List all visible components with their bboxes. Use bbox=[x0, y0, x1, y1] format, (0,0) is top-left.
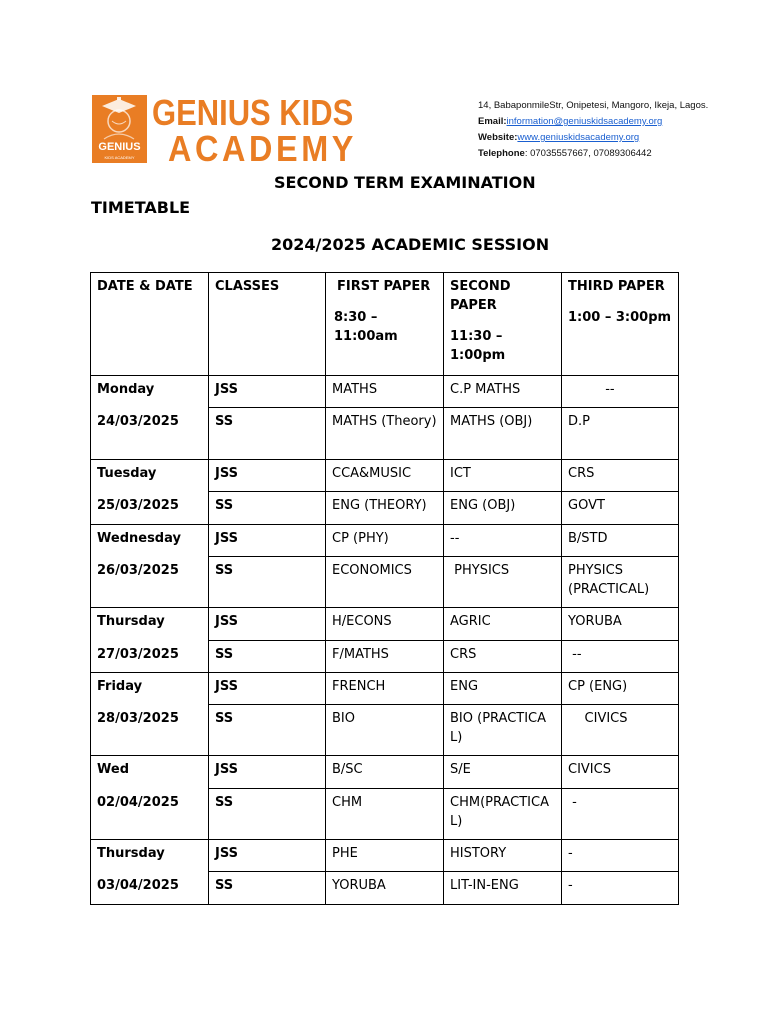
day-name: Wed bbox=[91, 756, 209, 789]
second-paper-cell: AGRIC bbox=[444, 608, 562, 641]
class-jss: JSS bbox=[209, 460, 326, 492]
table-row bbox=[91, 525, 679, 557]
day-date: 24/03/2025 bbox=[91, 408, 209, 460]
class-jss: JSS bbox=[209, 756, 326, 789]
first-paper-cell: MATHS bbox=[326, 376, 444, 408]
email-link[interactable]: information@geniuskidsacademy.org bbox=[506, 116, 663, 127]
header-first-paper bbox=[326, 273, 444, 376]
third-paper-cell: - bbox=[562, 872, 679, 905]
third-paper-cell: -- bbox=[562, 641, 679, 673]
website-row bbox=[478, 130, 708, 146]
email-row bbox=[478, 114, 708, 130]
logo-line-1: GENIUS KIDS bbox=[152, 92, 354, 133]
day-date: 28/03/2025 bbox=[91, 705, 209, 756]
first-paper-cell: B/SC bbox=[326, 756, 444, 789]
website-link[interactable]: www.geniuskidsacademy.org bbox=[517, 132, 640, 143]
first-paper-cell: ENG (THEORY) bbox=[326, 492, 444, 525]
third-paper-cell: CP (ENG) bbox=[562, 673, 679, 705]
email-label: Email: bbox=[478, 116, 507, 127]
second-paper-cell: LIT-IN-ENG bbox=[444, 872, 562, 905]
table-row bbox=[91, 460, 679, 492]
header-second-label: SECOND PAPER bbox=[450, 279, 511, 313]
logo-badge-sub: KIDS ACADEMY bbox=[104, 155, 135, 160]
class-ss: SS bbox=[209, 557, 326, 608]
first-paper-cell: PHE bbox=[326, 840, 444, 872]
second-paper-cell: CRS bbox=[444, 641, 562, 673]
third-paper-cell: CIVICS bbox=[562, 756, 679, 789]
class-jss: JSS bbox=[209, 608, 326, 641]
heading-line-1: SECOND TERM EXAMINATION bbox=[274, 173, 536, 192]
class-jss: JSS bbox=[209, 525, 326, 557]
logo-line-2: ACADEMY bbox=[168, 128, 358, 169]
table-row bbox=[91, 492, 679, 525]
logo-badge bbox=[92, 95, 147, 163]
table-row bbox=[91, 789, 679, 840]
second-paper-cell: MATHS (OBJ) bbox=[444, 408, 562, 460]
third-paper-cell: GOVT bbox=[562, 492, 679, 525]
first-paper-cell: YORUBA bbox=[326, 872, 444, 905]
class-ss: SS bbox=[209, 872, 326, 905]
second-paper-cell: CHM(PRACTICAL) bbox=[444, 789, 562, 840]
logo-badge-text: GENIUS bbox=[98, 141, 141, 153]
header-second-time: 11:30 – 1:00pm bbox=[450, 329, 506, 363]
first-paper-cell: CHM bbox=[326, 789, 444, 840]
first-paper-cell: F/MATHS bbox=[326, 641, 444, 673]
third-paper-cell: -- bbox=[562, 376, 679, 408]
class-jss: JSS bbox=[209, 673, 326, 705]
first-paper-cell: ECONOMICS bbox=[326, 557, 444, 608]
first-paper-cell: FRENCH bbox=[326, 673, 444, 705]
day-date: 26/03/2025 bbox=[91, 557, 209, 608]
header-first-time: 8:30 – 11:00am bbox=[334, 310, 398, 344]
day-name: Monday bbox=[91, 376, 209, 408]
exam-timetable bbox=[90, 272, 679, 905]
header-row bbox=[91, 273, 679, 376]
day-name: Thursday bbox=[91, 840, 209, 872]
third-paper-cell: CRS bbox=[562, 460, 679, 492]
third-paper-cell: PHYSICS (PRACTICAL) bbox=[562, 557, 679, 608]
contact-block bbox=[478, 98, 708, 162]
day-name: Wednesday bbox=[91, 525, 209, 557]
header-first-label: FIRST PAPER bbox=[337, 279, 431, 294]
table-row bbox=[91, 705, 679, 756]
telephone-row bbox=[478, 146, 708, 162]
second-paper-cell: ENG (OBJ) bbox=[444, 492, 562, 525]
heading-line-2: TIMETABLE bbox=[91, 198, 191, 217]
third-paper-cell: - bbox=[562, 789, 679, 840]
third-paper-cell: YORUBA bbox=[562, 608, 679, 641]
third-paper-cell: B/STD bbox=[562, 525, 679, 557]
table-row bbox=[91, 756, 679, 789]
class-ss: SS bbox=[209, 641, 326, 673]
day-date: 27/03/2025 bbox=[91, 641, 209, 673]
day-name: Friday bbox=[91, 673, 209, 705]
header-third-time: 1:00 – 3:00pm bbox=[568, 310, 672, 325]
day-date: 03/04/2025 bbox=[91, 872, 209, 905]
second-paper-cell: ENG bbox=[444, 673, 562, 705]
second-paper-cell: S/E bbox=[444, 756, 562, 789]
table-row bbox=[91, 840, 679, 872]
table-row bbox=[91, 641, 679, 673]
second-paper-cell: PHYSICS bbox=[444, 557, 562, 608]
header-classes: CLASSES bbox=[209, 273, 326, 376]
telephone-value: : 07035557667, 07089306442 bbox=[524, 148, 652, 159]
table-row bbox=[91, 872, 679, 905]
second-paper-cell: BIO (PRACTICAL) bbox=[444, 705, 562, 756]
website-label: Website: bbox=[478, 132, 518, 143]
first-paper-cell: CP (PHY) bbox=[326, 525, 444, 557]
second-paper-cell: ICT bbox=[444, 460, 562, 492]
day-date: 02/04/2025 bbox=[91, 789, 209, 840]
class-ss: SS bbox=[209, 408, 326, 460]
class-ss: SS bbox=[209, 492, 326, 525]
class-ss: SS bbox=[209, 789, 326, 840]
telephone-label: Telephone bbox=[478, 148, 525, 159]
third-paper-cell: CIVICS bbox=[562, 705, 679, 756]
header-third-label: THIRD PAPER bbox=[568, 279, 665, 294]
first-paper-cell: H/ECONS bbox=[326, 608, 444, 641]
first-paper-cell: MATHS (Theory) bbox=[326, 408, 444, 460]
header-third-paper bbox=[562, 273, 679, 376]
third-paper-cell: - bbox=[562, 840, 679, 872]
second-paper-cell: HISTORY bbox=[444, 840, 562, 872]
header-second-paper bbox=[444, 273, 562, 376]
address: 14, BabaponmileStr, Onipetesi, Mangoro, Ikeja, Lagos. bbox=[478, 100, 709, 111]
table-row bbox=[91, 557, 679, 608]
table-row bbox=[91, 376, 679, 408]
table-row bbox=[91, 673, 679, 705]
second-paper-cell: C.P MATHS bbox=[444, 376, 562, 408]
class-jss: JSS bbox=[209, 840, 326, 872]
first-paper-cell: BIO bbox=[326, 705, 444, 756]
heading-line-3: 2024/2025 ACADEMIC SESSION bbox=[271, 235, 550, 254]
class-ss: SS bbox=[209, 705, 326, 756]
class-jss: JSS bbox=[209, 376, 326, 408]
second-paper-cell: -- bbox=[444, 525, 562, 557]
first-paper-cell: CCA&MUSIC bbox=[326, 460, 444, 492]
day-name: Tuesday bbox=[91, 460, 209, 492]
table-row bbox=[91, 608, 679, 641]
day-name: Thursday bbox=[91, 608, 209, 641]
day-date: 25/03/2025 bbox=[91, 492, 209, 525]
header-date: DATE & DATE bbox=[91, 273, 209, 376]
table-row bbox=[91, 408, 679, 460]
third-paper-cell: D.P bbox=[562, 408, 679, 460]
